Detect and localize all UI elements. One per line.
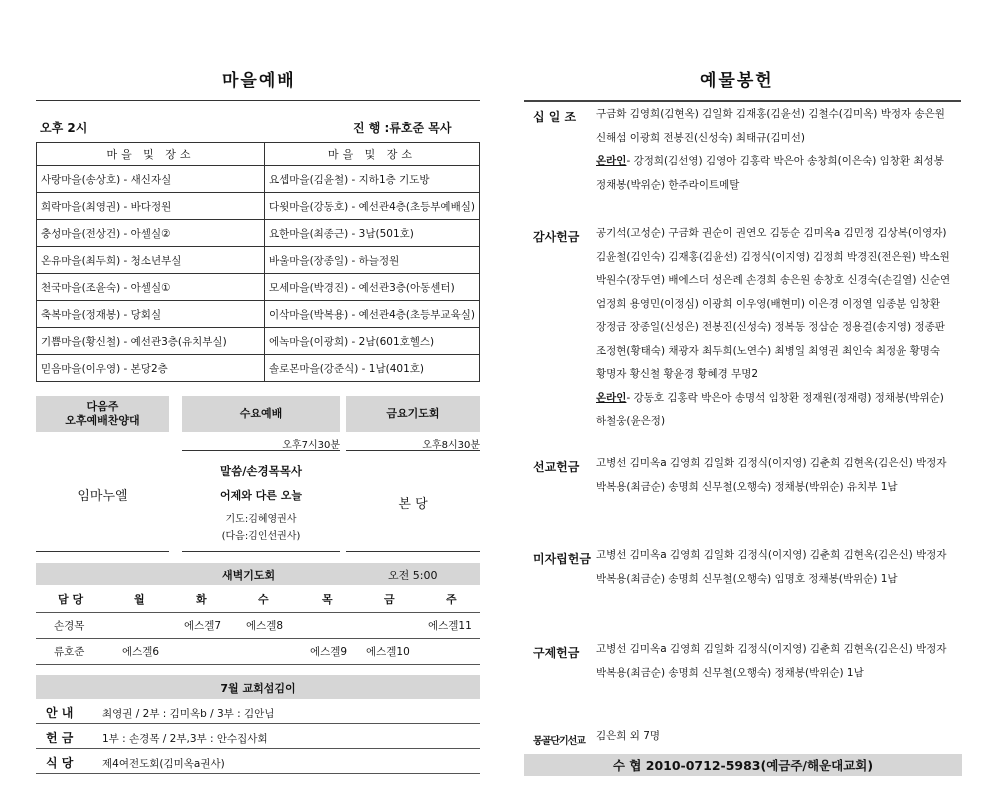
name-line: 고병선 김미옥a 김영희 김일화 김정식(이지영) 김춘희 김현옥(김은신) 박정자 — [596, 457, 947, 469]
village-cell: 다윗마을(강동호) - 예선관4층(초등부예배실) — [265, 193, 480, 220]
village-cell: 믿음마을(이우영) - 본당2층 — [37, 355, 265, 382]
wednesday-preacher: 말씀/손경목목사 — [220, 464, 302, 478]
choir-name: 임마누엘 — [77, 489, 128, 504]
right-title-divider — [524, 100, 961, 102]
village-header-left: 마을 및 장소 — [37, 143, 265, 166]
name-line: 장정금 장종일(신성은) 전봉진(신성숙) 정복동 정삼순 정용걸(송지영) 정종판 — [596, 321, 945, 333]
worship-time: 오후 2시 — [40, 121, 88, 135]
name-line: 황명자 황신철 황윤경 황혜경 무명2 — [596, 368, 759, 380]
village-cell: 모세마을(박경진) - 예선관3층(아동센터) — [265, 274, 480, 301]
offering-names — [596, 103, 962, 197]
online-label: 온라인 — [596, 155, 627, 167]
village-cell: 요셉마을(김윤철) - 지하1층 기도방 — [265, 166, 480, 193]
name-line: 김은희 외 7명 — [596, 730, 661, 742]
offering-label: 감사헌금 — [533, 230, 580, 244]
village-cell: 이삭마을(박복용) - 예선관4층(초등부교육실) — [265, 301, 480, 328]
service-item-label: 헌 금 — [46, 731, 74, 745]
village-cell: 축복마을(정재봉) - 당회실 — [37, 301, 265, 328]
dawn-row — [36, 618, 480, 638]
offering-label: 구제헌금 — [533, 646, 580, 660]
dawn-line — [36, 664, 480, 665]
village-cell: 기쁨마을(황신철) - 예선관3층(유치부실) — [37, 328, 265, 355]
choir-label: 오후예배찬양대 — [65, 414, 140, 427]
dawn-row — [36, 644, 480, 664]
offering-label: 몽골단기선교 — [533, 736, 585, 747]
dawn-cell: 에스겔6 — [122, 646, 160, 658]
online-line — [596, 150, 962, 174]
service-item-label: 안 내 — [46, 706, 74, 720]
dawn-cell: 류호준 — [54, 646, 85, 658]
dawn-cell: 에스겔8 — [246, 620, 284, 632]
village-cell: 희락마을(최영권) - 바다정원 — [37, 193, 265, 220]
online-label: 온라인 — [596, 391, 627, 404]
service-line — [36, 748, 480, 749]
wednesday-time: 오후7시30분 — [282, 440, 340, 451]
dawn-cell: 에스겔9 — [310, 646, 348, 658]
dawn-head-mon: 월 — [134, 593, 145, 606]
dawn-label: 새벽기도회 — [222, 569, 276, 582]
wednesday-bottom-line — [182, 551, 340, 552]
village-cell: 요한마을(최종근) - 3남(501호) — [265, 220, 480, 247]
village-cell: 솔로몬마을(강준식) - 1남(401호) — [265, 355, 480, 382]
dawn-time: 오전 5:00 — [388, 569, 438, 582]
service-item-value: 제4여전도회(김미옥a권사) — [102, 758, 225, 770]
village-table — [36, 142, 480, 382]
name-line: 엄정희 용영민(이정심) 이광희 이우영(배현미) 이은경 이정열 임종분 임창환 — [596, 297, 941, 310]
name-line: 고병선 김미옥a 김영희 김일화 김정식(이지영) 김춘희 김현옥(김은신) 박정자 — [596, 549, 947, 561]
service-item-label: 식 당 — [46, 756, 74, 770]
village-cell: 사랑마을(송상호) - 새신자실 — [37, 166, 265, 193]
dawn-line — [36, 638, 480, 639]
offering-label: 선교헌금 — [533, 460, 580, 474]
dawn-head-sun: 주 — [446, 593, 457, 606]
offering-names — [596, 638, 962, 685]
name-line: 조정현(황태숙) 채광자 최두희(노연수) 최병일 최영권 최인숙 최정윤 황명숙 — [596, 344, 941, 357]
online-names: - 강정희(김선영) 김영아 김홍락 박은아 송창희(이은숙) 임창환 최성봉 — [626, 155, 944, 167]
village-cell: 에녹마을(이광희) - 2남(601호헬스) — [265, 328, 480, 355]
name-line: 정채봉(박위순) 한주라이트메탈 — [596, 178, 740, 191]
dawn-line — [36, 612, 480, 613]
friday-bottom-line — [346, 551, 480, 552]
village-cell: 천국마을(조윤숙) - 아셀실① — [37, 274, 265, 301]
next-week-choir-header — [36, 396, 169, 432]
dawn-head-fri: 금 — [384, 593, 395, 606]
village-cell: 충성마을(전상건) - 아셀실② — [37, 220, 265, 247]
dawn-cell: 에스겔10 — [366, 646, 410, 658]
friday-place: 본 당 — [398, 497, 428, 512]
dawn-head-wed: 수 — [258, 593, 269, 606]
village-header-right: 마을 및 장소 — [265, 143, 480, 166]
wednesday-prayer: 기도:김혜영권사 — [225, 514, 297, 525]
service-item-value: 최영권 / 2부 : 김미옥b / 3부 : 김안님 — [102, 708, 275, 720]
service-line — [36, 723, 480, 724]
name-line: 고병선 김미옥a 김영희 김일화 김정식(이지영) 김춘희 김현옥(김은신) 박정자 — [596, 643, 947, 655]
name-line: 박복용(최금순) 송명희 신무철(오행숙) 정채봉(박위순) 1남 — [596, 666, 864, 679]
worship-leader: 진 행 :류호준 목사 — [353, 121, 452, 135]
next-week-label: 다음주 — [86, 400, 119, 413]
wednesday-sermon: 어제와 다른 오늘 — [219, 489, 303, 502]
name-line: 신해섬 이광희 전봉진(신성숙) 최태규(김미선) — [596, 131, 805, 144]
offering-label: 십 일 조 — [533, 110, 577, 124]
wednesday-time-line — [182, 450, 340, 451]
name-line: 공기석(고성순) 구금화 권순이 권연오 김동순 김미옥a 김민정 김상복(이영자) — [596, 227, 947, 239]
offering-names — [596, 725, 962, 749]
name-line: 김윤철(김인숙) 김재홍(김윤선) 김정식(이지영) 김정희 박경진(전은원) 박소원 — [596, 250, 950, 263]
friday-time-line — [346, 450, 480, 451]
offering-label: 미자립헌금 — [533, 552, 591, 566]
choir-bottom-line — [36, 551, 169, 552]
service-line — [36, 773, 480, 774]
village-cell: 온유마을(최두희) - 청소년부실 — [37, 247, 265, 274]
left-title-divider — [36, 100, 480, 101]
wednesday-next-prayer: (다음:김인선권사) — [221, 531, 301, 542]
friday-time: 오후8시30분 — [422, 440, 480, 451]
online-names: - 강동호 김홍락 박은아 송명석 임창환 정재원(정재령) 정채봉(박위순) — [626, 391, 944, 404]
service-item-value: 1부 : 손경목 / 2부,3부 : 안수집사회 — [102, 733, 268, 745]
dawn-cell: 손경목 — [54, 620, 85, 632]
name-line: 박원수(장두연) 배에스더 성은례 손경희 송은원 송창호 신경숙(손길열) 신순연 — [596, 274, 951, 286]
dawn-head-staff: 담 당 — [58, 593, 84, 606]
offering-names — [596, 222, 962, 434]
dawn-head-thu: 목 — [322, 593, 333, 606]
online-line — [596, 387, 962, 411]
name-line: 구금화 김영희(김현옥) 김일화 김재홍(김윤선) 김철수(김미옥) 박정자 송은원 — [596, 108, 945, 120]
left-title: 마을예배 — [222, 71, 296, 91]
wednesday-header: 수요예배 — [182, 396, 340, 432]
friday-header: 금요기도회 — [346, 396, 480, 432]
name-line: 하철웅(윤은정) — [596, 415, 666, 427]
name-line: 박복용(최금순) 송명희 신무철(오행숙) 임명호 정채봉(박위순) 1남 — [596, 572, 898, 585]
right-title: 예물봉헌 — [700, 71, 774, 91]
dawn-days-row — [36, 591, 480, 611]
offering-names — [596, 452, 962, 499]
name-line: 박복용(최금순) 송명희 신무철(오행숙) 정채봉(박위순) 유치부 1남 — [596, 480, 898, 493]
dawn-head-tue: 화 — [196, 593, 207, 606]
dawn-cell: 에스겔11 — [428, 620, 472, 632]
service-label: 7월 교회섬김이 — [220, 682, 296, 695]
bank-account: 수 협 2010-0712-5983(예금주/해운대교회) — [524, 754, 962, 776]
dawn-cell: 에스겔7 — [184, 620, 222, 632]
offering-names — [596, 544, 962, 591]
village-cell: 바울마을(장종일) - 하늘정원 — [265, 247, 480, 274]
